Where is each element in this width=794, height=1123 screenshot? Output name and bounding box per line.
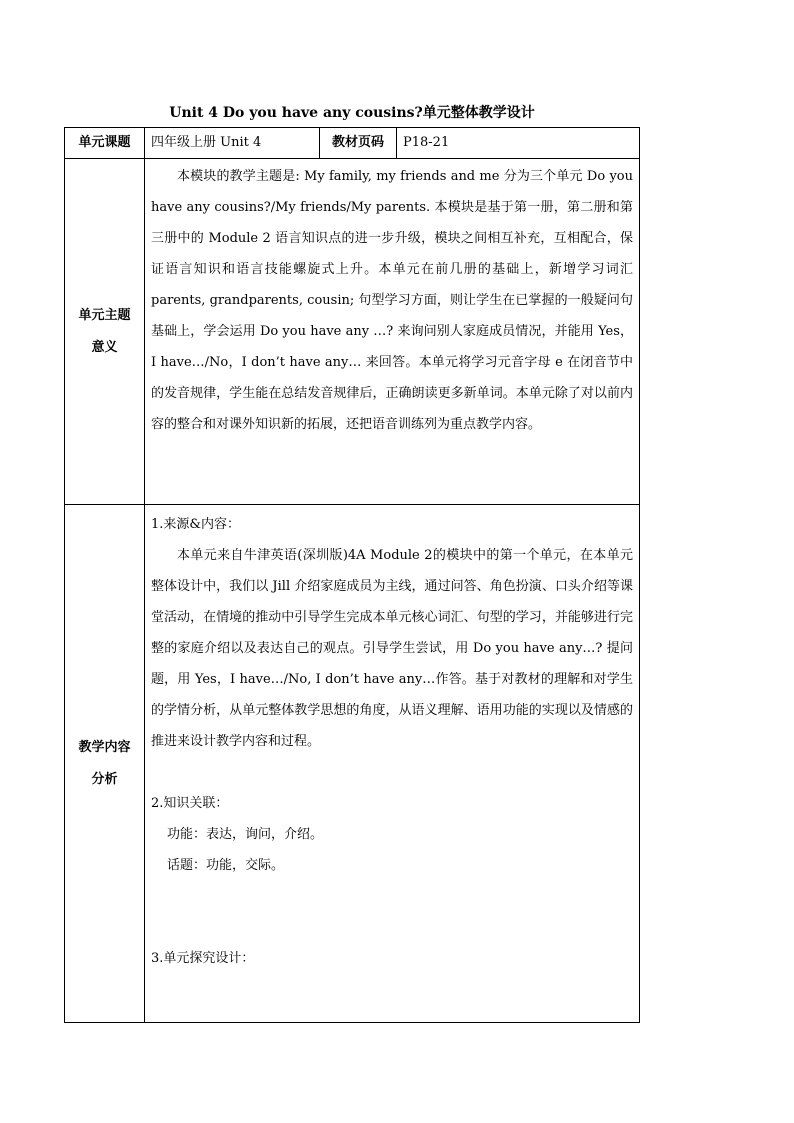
spacer (151, 757, 633, 788)
header-row (65, 128, 640, 159)
pages-value: P18-21 (397, 128, 640, 159)
analysis-row (65, 505, 640, 1023)
meaning-label-line2: 意义 (91, 339, 118, 355)
section2-line1: 功能：表达，询问，介绍。 (167, 827, 324, 842)
meaning-text: 本模块的教学主题是: My family, my friends and me 分为三个单元 Do you have any cousins?/My friends/My parents. 本模块是基于第一册，第二册和第三册中的 Module 2 语言知识点的进一步升级，模块之间相互补充，互相配合，保证语言知识和语言技能螺旋式上升。本单元在前几册的基础上，新增学习词汇 parents, grandparents, cousin; 句型学习方面，则让学生在已掌握的一般疑问句基础上，学会运用 Do you have any …? 来询问别人家庭成员情况，并能用 Yes，I have…/No，I don’t have any… 来回答。本单元将学习元音字母 e 在闭音节中的发音规律，学生能在总结发音规律后，正确朗读更多新单词。本单元除了对以前内容的整合和对课外知识新的拓展，还把语音训练列为重点教学内容。 (151, 169, 633, 432)
unit-topic-value: 四年级上册 Unit 4 (145, 128, 320, 159)
document-title: Unit 4 Do you have any cousins?单元整体教学设计 (169, 105, 535, 121)
unit-topic-label: 单元课题 (65, 128, 145, 159)
section1-text: 本单元来自牛津英语(深圳版)4A Module 2的模块中的第一个单元，在本单元整体设计中，我们以 Jill 介绍家庭成员为主线，通过问答、角色扮演、口头介绍等课堂活动，在情境的推动中引导学生完成本单元核心词汇、句型的学习，并能够进行完整的家庭介绍以及表达自己的观点。引导学生尝试，用 Do you have any…? 提问题，用 Yes，I have…/No, I don’t have any…作答。基于对教材的理解和对学生的学情分析，从单元整体教学思想的角度，从语义理解、语用功能的实现以及情感的推进来设计教学内容和过程。 (151, 548, 633, 749)
section2-line2: 话题：功能，交际。 (167, 858, 285, 873)
spacer (151, 912, 633, 943)
section1-heading: 1.来源&内容： (151, 517, 240, 532)
section3-heading: 3.单元探究设计： (151, 951, 255, 966)
pages-label: 教材页码 (320, 128, 397, 159)
analysis-label-line2: 分析 (91, 771, 118, 787)
lesson-design-table (64, 127, 640, 1023)
section2-heading: 2.知识关联： (151, 796, 229, 811)
meaning-label (65, 159, 145, 505)
meaning-content (145, 159, 640, 505)
analysis-label-line1: 教学内容 (78, 739, 131, 755)
analysis-label (65, 505, 145, 1023)
meaning-label-line1: 单元主题 (78, 307, 131, 323)
analysis-content (145, 505, 640, 1023)
spacer (151, 881, 633, 912)
meaning-row (65, 159, 640, 505)
